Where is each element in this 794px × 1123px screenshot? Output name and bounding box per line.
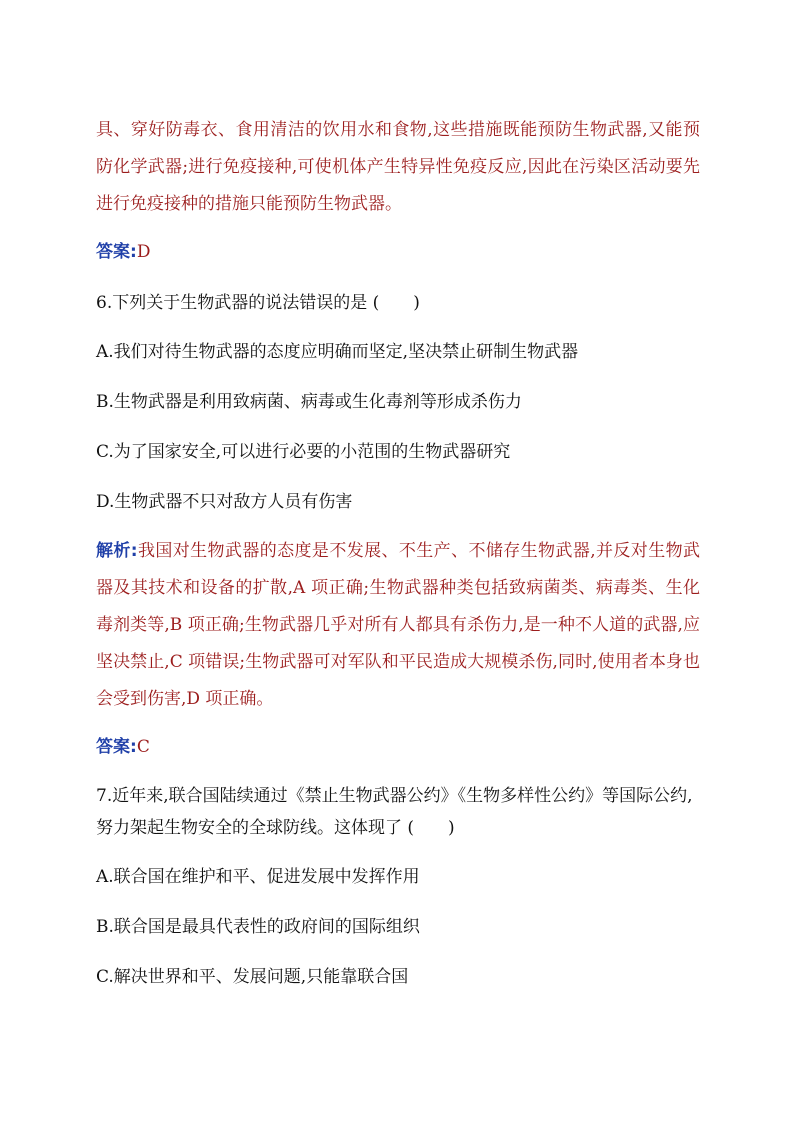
question-6-option-d: D.生物武器不只对敌方人员有伤害 [96,492,353,512]
question-7-stem [96,780,700,844]
answer-bracket: ( ) [407,818,455,838]
answer-bracket: ( ) [372,293,420,313]
answer-value: C [136,737,150,757]
question-6-option-c: C.为了国家安全,可以进行必要的小范围的生物武器研究 [96,442,511,462]
question-6-option-a: A.我们对待生物武器的态度应明确而坚定,坚决禁止研制生物武器 [96,342,579,362]
answer-value: D [136,242,151,262]
answer-label: 答案: [96,242,137,262]
question-7-option-a: A.联合国在维护和平、促进发展中发挥作用 [96,867,420,887]
explanation-continued: 具、穿好防毒衣、食用清洁的饮用水和食物,这些措施既能预防生物武器,又能预防化学武器;进行免疫接种,可使机体产生特异性免疫反应,因此在污染区活动要先进行免疫接种的措施只能预防生物武器。 [96,120,700,214]
answer-line-6 [96,734,700,760]
question-7-option-b: B.联合国是最具代表性的政府间的国际组织 [96,917,420,937]
question-6-explanation [96,533,700,718]
question-6-stem [96,287,700,319]
question-6-text: 6.下列关于生物武器的说法错误的是 [96,293,368,313]
question-6-option-b: B.生物武器是利用致病菌、病毒或生化毒剂等形成杀伤力 [96,392,522,412]
answer-label: 答案: [96,737,137,757]
question-7-option-c: C.解决世界和平、发展问题,只能靠联合国 [96,967,409,987]
explanation-text: 我国对生物武器的态度是不发展、不生产、不储存生物武器,并反对生物武器及其技术和设备的扩散,A 项正确;生物武器种类包括致病菌类、病毒类、生化毒剂类等,B 项正确;生物武器几乎对所有人都具有杀伤力,是一种不人道的武器,应坚决禁止,C 项错误;生物武器可对军队和平民造成大规模杀伤,同时,使用者本身也会受到伤害,D 项正确。 [96,541,700,709]
question-7-text: 7.近年来,联合国陆续通过《禁止生物武器公约》《生物多样性公约》等国际公约,努力架起生物安全的全球防线。这体现了 [96,786,693,838]
answer-line-5 [96,239,700,265]
explanation-label: 解析: [96,541,138,561]
